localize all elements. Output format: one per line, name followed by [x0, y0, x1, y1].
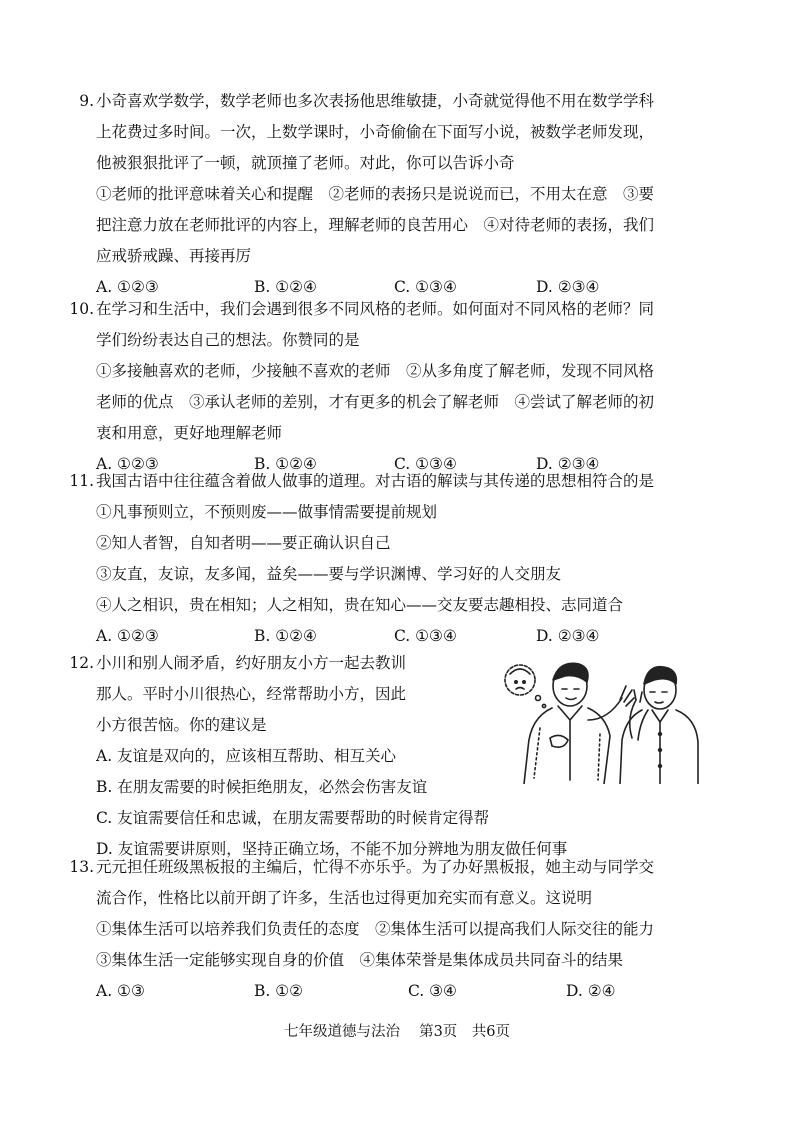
question-text-line: 我国古语中往往蕴含着做人做事的道理。对古语的解读与其传递的思想相符合的是	[96, 472, 655, 490]
question-text-line: ①凡事预则立，不预则废——做事情需要提前规划	[96, 503, 438, 521]
question-text-line: ②知人者智，自知者明——要正确认识自己	[96, 534, 391, 552]
question-text-line: 把注意力放在老师批评的内容上，理解老师的良苦用心 ④对待老师的表扬，我们	[96, 216, 655, 234]
option-b: B. ①②④	[254, 455, 317, 473]
question-text-line: 流合作，性格比以前开朗了许多，生活也过得更加充实而有意义。这说明	[96, 889, 593, 907]
question-text-line: ④人之相识，贵在相知；人之相知，贵在知心——交友要志趣相投、志同道合	[96, 596, 624, 614]
option-b: B. ①②④	[254, 627, 317, 645]
question-text-line: ①多接触喜欢的老师，少接触不喜欢的老师 ②从多角度了解老师，发现不同风格	[96, 362, 655, 380]
option-d: D. ②③④	[536, 455, 600, 473]
question-10	[69, 294, 706, 480]
option-d: D. 友谊需要讲原则，坚持正确立场，不能不加分辨地为朋友做任何事	[96, 840, 568, 858]
question-text-line: 他被狠狠批评了一顿，就顶撞了老师。对此，你可以告诉小奇	[96, 154, 515, 172]
question-text-line: 那人。平时小川很热心，经常帮助小方，因此	[96, 685, 407, 703]
two-students-talking-illustration	[492, 658, 706, 784]
question-text-line: 衷和用意，更好地理解老师	[96, 424, 283, 442]
question-text-line: ①集体生活可以培养我们负责任的态度 ②集体生活可以提高我们人际交往的能力	[96, 920, 655, 938]
question-number: 11.	[69, 472, 94, 490]
question-number: 10.	[69, 300, 94, 318]
option-a: A. ①②③	[96, 455, 159, 473]
question-number: 9.	[79, 92, 94, 110]
option-a: A. ①②③	[96, 627, 159, 645]
option-c: C. ③④	[408, 982, 457, 1000]
option-b: B. ①②④	[254, 278, 317, 296]
question-number: 12.	[69, 654, 94, 672]
question-13	[69, 852, 706, 1007]
option-a: A. ①③	[96, 982, 145, 1000]
option-b: B. ①②	[254, 982, 304, 1000]
question-text-line: 学们纷纷表达自己的想法。你赞同的是	[96, 331, 360, 349]
option-d: D. ②③④	[536, 627, 600, 645]
option-d: D. ②③④	[536, 278, 600, 296]
question-11	[69, 466, 706, 652]
question-text-line: 上花费过多时间。一次，上数学课时，小奇偷偷在下面写小说，被数学老师发现，	[96, 123, 655, 141]
option-c: C. ①③④	[394, 455, 457, 473]
answer-options	[96, 976, 706, 1007]
question-text-line: 元元担任班级黑板报的主编后，忙得不亦乐乎。为了办好黑板报，她主动与同学交	[96, 858, 655, 876]
question-9	[79, 86, 706, 303]
option-c: C. ①③④	[394, 627, 457, 645]
question-text-line: 小奇喜欢学数学，数学老师也多次表扬他思维敏捷，小奇就觉得他不用在数学学科	[96, 92, 655, 110]
option-a: A. 友谊是双向的，应该相互帮助、相互关心	[96, 747, 397, 765]
option-c: C. ①③④	[394, 278, 457, 296]
option-c: C. 友谊需要信任和忠诚，在朋友需要帮助的时候肯定得帮	[96, 809, 490, 827]
question-text-line: ③集体生活一定能够实现自身的价值 ④集体荣誉是集体成员共同奋斗的结果	[96, 951, 624, 969]
question-text-line: 小川和别人闹矛盾，约好朋友小方一起去教训	[96, 654, 407, 672]
question-text-line: 老师的优点 ③承认老师的差别，才有更多的机会了解老师 ④尝试了解老师的初	[96, 393, 655, 411]
question-text-line: 在学习和生活中，我们会遇到很多不同风格的老师。如何面对不同风格的老师？同	[96, 300, 655, 318]
question-text-line: ①老师的批评意味着关心和提醒 ②老师的表扬只是说说而已，不用太在意 ③要	[96, 185, 655, 203]
question-number: 13.	[69, 858, 94, 876]
question-text-line: ③友直，友谅，友多闻，益矣——要与学识渊博、学习好的人交朋友	[96, 565, 562, 583]
option-a: A. ①②③	[96, 278, 159, 296]
option-d: D. ②④	[566, 982, 616, 1000]
page-footer: 七年级道德与法治 第3页 共6页	[283, 1024, 511, 1040]
question-text-line: 应戒骄戒躁、再接再厉	[96, 247, 252, 265]
question-text-line: 小方很苦恼。你的建议是	[96, 716, 267, 734]
option-b: B. 在朋友需要的时候拒绝朋友，必然会伤害友谊	[96, 778, 428, 796]
